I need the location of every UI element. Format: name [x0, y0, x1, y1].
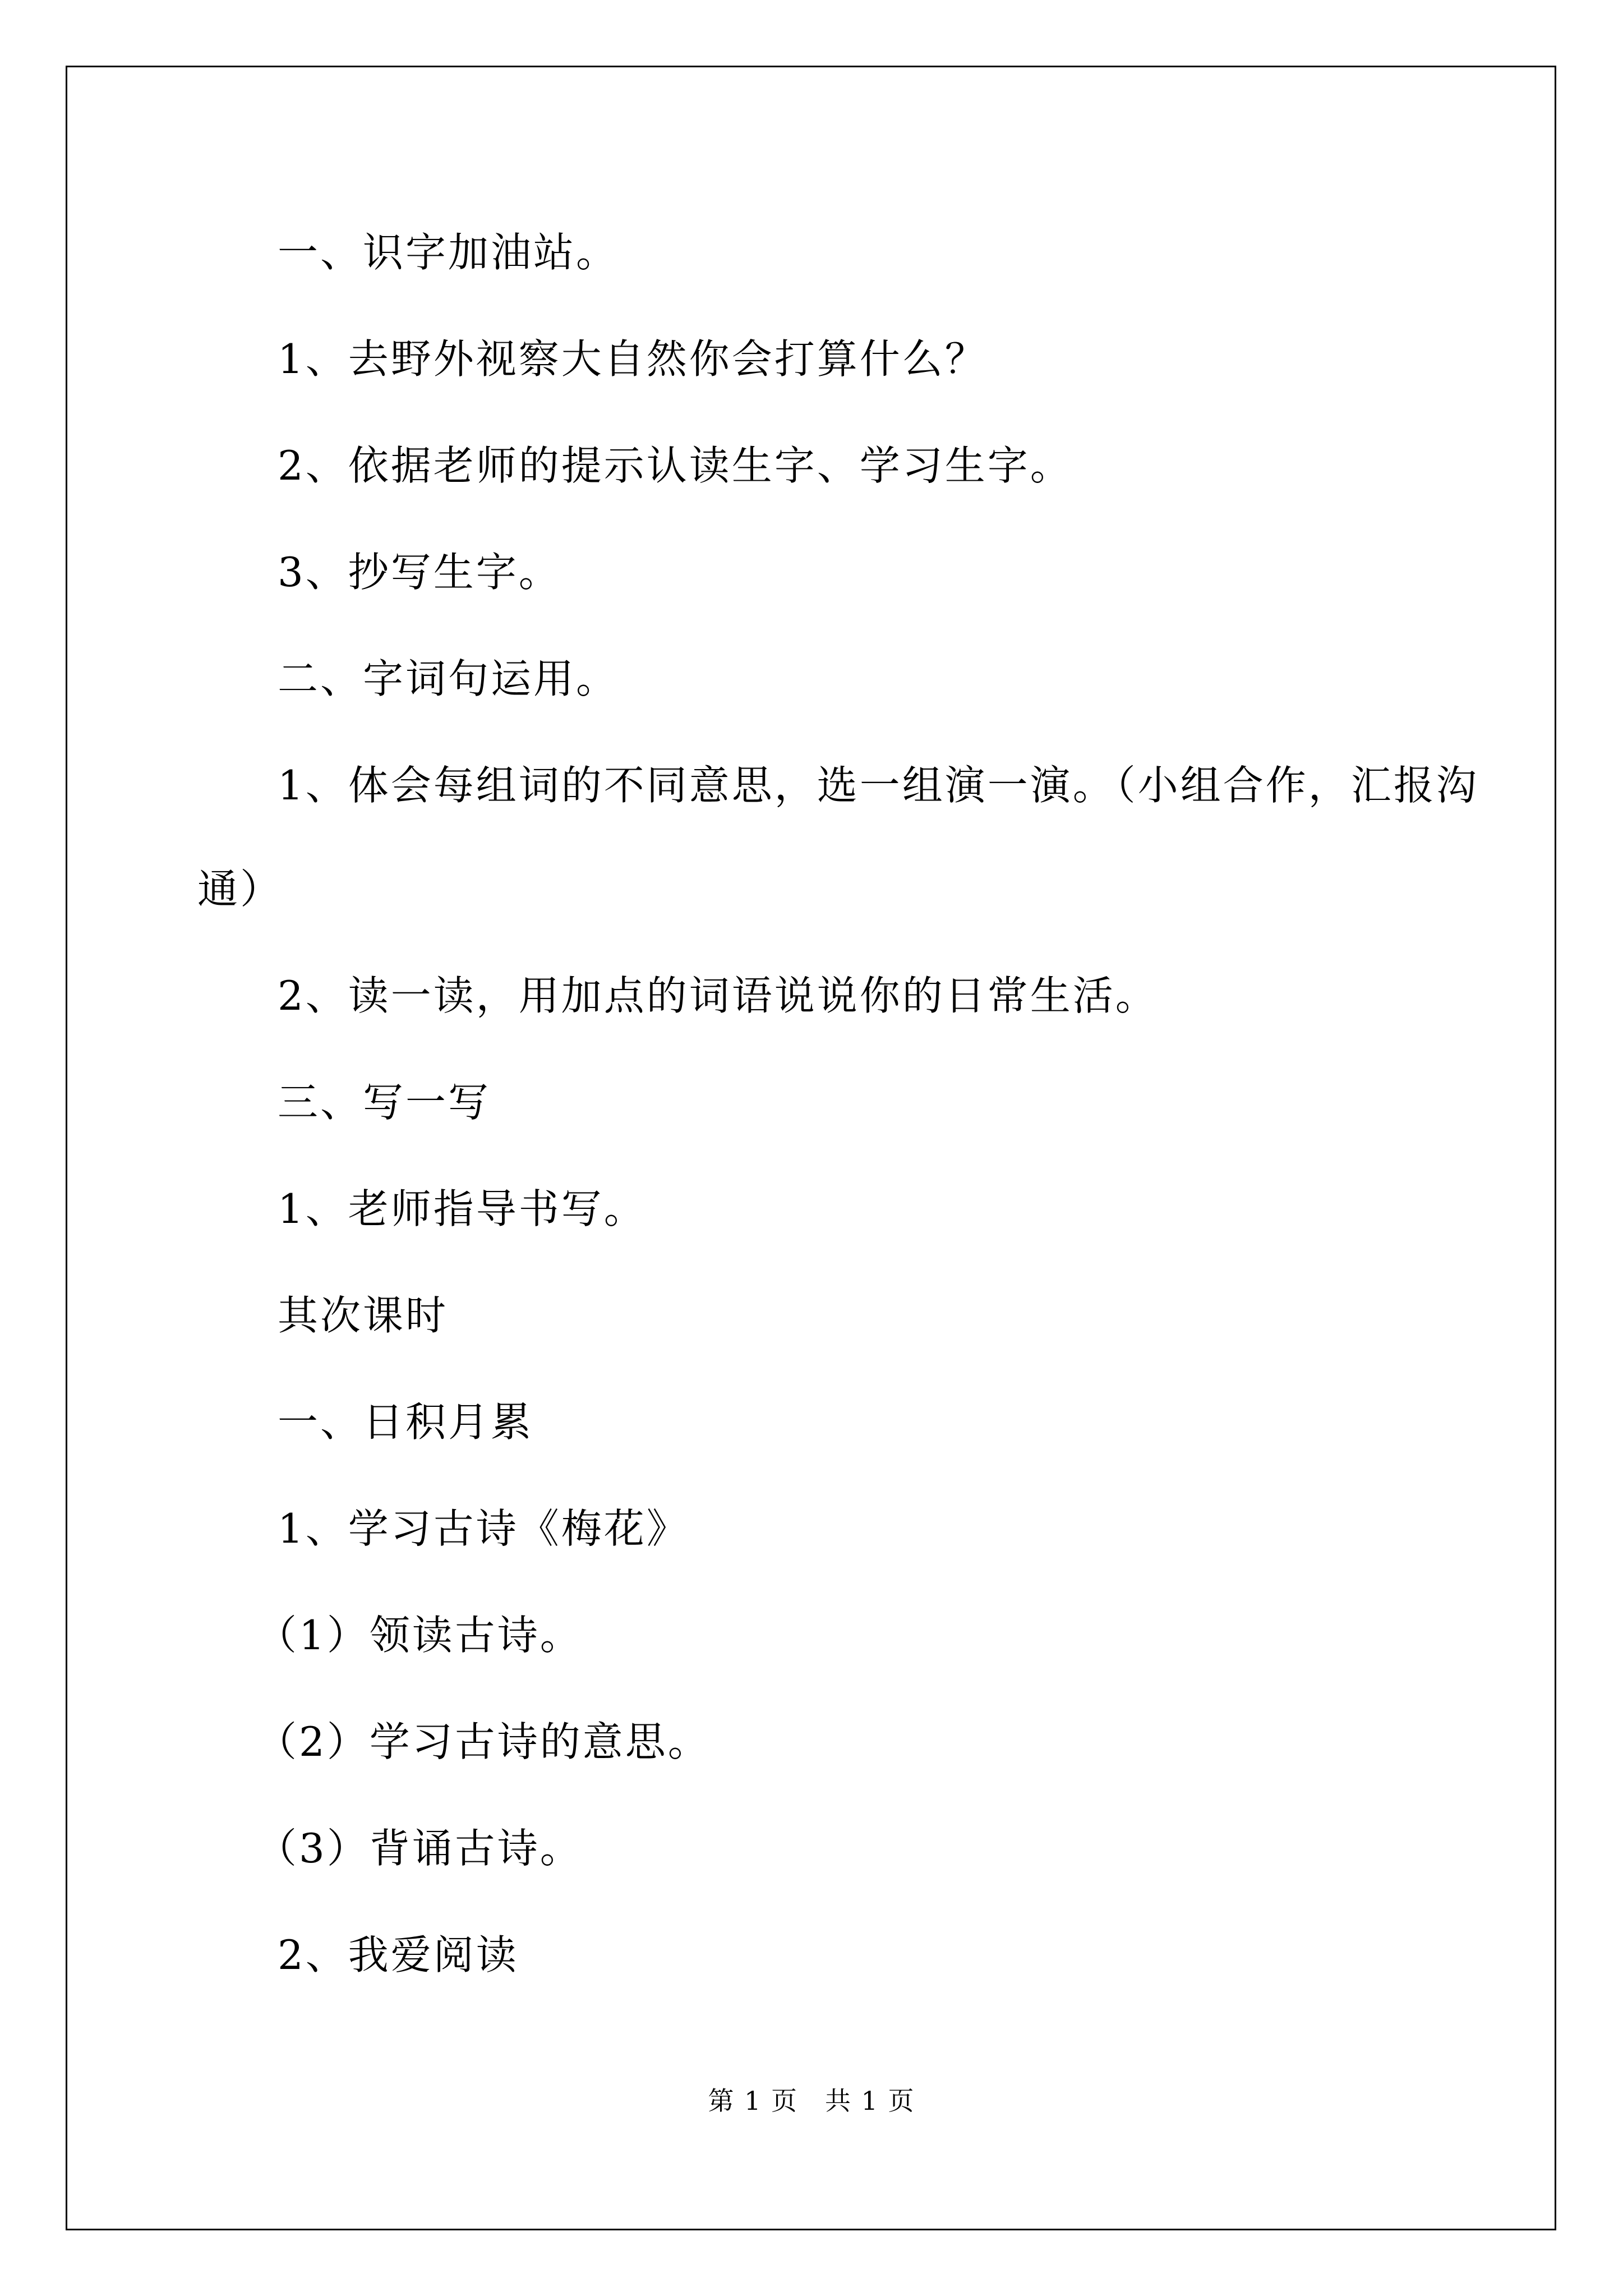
heading-write: 三、写一写 [278, 1079, 491, 1126]
subitem-recite-poem: （3）背诵古诗。 [256, 1825, 583, 1872]
item-observe-nature: 1、去野外视察大自然你会打算什么？ [278, 335, 988, 383]
item-act-out-words-continued: 通） [197, 866, 283, 913]
item-teacher-guides-writing: 1、老师指导书写。 [278, 1185, 647, 1232]
item-copy-characters: 3、抄写生字。 [278, 549, 561, 596]
heading-literacy-station: 一、识字加油站。 [278, 229, 619, 276]
item-learn-poem: 1、学习古诗《梅花》 [278, 1505, 689, 1552]
heading-second-lesson: 其次课时 [278, 1292, 449, 1339]
subitem-lead-reading: （1）领读古诗。 [256, 1612, 583, 1659]
page-number-footer: 第 1 页 共 1 页 [708, 2086, 915, 2116]
item-act-out-words: 1、体会每组词的不同意思，选一组演一演。（小组合作，汇报沟 [278, 762, 1479, 809]
subitem-poem-meaning: （2）学习古诗的意思。 [256, 1718, 711, 1765]
item-read-new-characters: 2、依据老师的提示认读生字、学习生字。 [278, 442, 1073, 489]
heading-word-sentence-use: 二、字词句运用。 [278, 655, 619, 702]
heading-daily-accumulation: 一、日积月累 [278, 1398, 534, 1446]
page-border [66, 66, 1556, 2230]
item-love-reading: 2、我爱阅读 [278, 1931, 519, 1978]
item-read-and-speak: 2、读一读，用加点的词语说说你的日常生活。 [278, 972, 1158, 1019]
